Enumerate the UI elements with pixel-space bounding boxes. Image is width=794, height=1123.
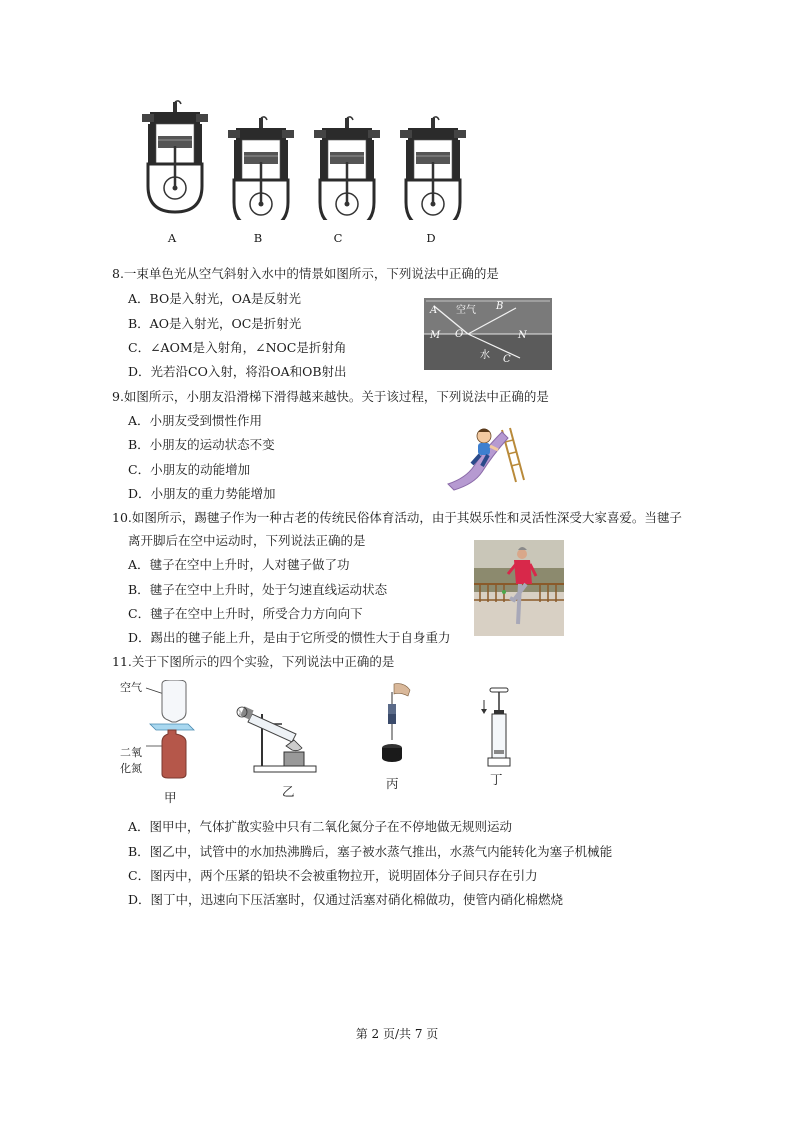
q9-option-c: C．小朋友的动能增加 (128, 462, 251, 477)
q8-option-a: A．BO是入射光，OA是反射光 (128, 291, 301, 306)
refraction-label-air: 空气 (456, 305, 476, 316)
refraction-label-n: N (518, 330, 527, 341)
q10-stem-line2: 离开脚后在空中运动时，下列说法正确的是 (128, 533, 366, 548)
engine-label-a: A (167, 231, 177, 245)
compression-tube-apparatus (480, 686, 520, 770)
slide-figure (444, 420, 528, 492)
q11-label-no2-2: 化氮 (120, 762, 142, 775)
engine-label-b: B (253, 231, 263, 245)
q8-option-c: C．∠AOM是入射角，∠NOC是折射角 (128, 340, 347, 355)
refraction-label-water: 水 (480, 350, 490, 361)
q11-label-no2-1: 二氧 (120, 746, 142, 759)
refraction-label-b: B (496, 301, 504, 312)
q10-option-b: B．毽子在空中上升时，处于匀速直线运动状态 (128, 582, 388, 597)
q11-option-a: A．图甲中，气体扩散实验中只有二氧化氮分子在不停地做无规则运动 (128, 819, 513, 834)
q10-option-c: C．毽子在空中上升时，所受合力方向向下 (128, 606, 363, 621)
lead-blocks-apparatus (370, 682, 414, 768)
q11-label-bing: 丙 (386, 776, 399, 791)
engine-d (400, 117, 466, 220)
shuttlecock-photo (474, 540, 564, 636)
page-footer: 第 2 页/共 7 页 (355, 1027, 439, 1041)
svg-text:》: 》 (238, 709, 245, 717)
q10-option-a: A．毽子在空中上升时，人对毽子做了功 (128, 557, 350, 572)
q11-label-jia: 甲 (164, 790, 177, 805)
q9-option-d: D．小朋友的重力势能增加 (128, 486, 276, 501)
engine-label-c: C (333, 231, 343, 245)
engine-b (228, 117, 294, 220)
engine-label-d: D (426, 231, 436, 245)
q11-option-d: D．图丁中，迅速向下压活塞时，仅通过活塞对硝化棉做功，使管内硝化棉燃烧 (128, 892, 564, 907)
q8-option-d: D．光若沿CO入射，将沿OA和OB射出 (128, 364, 347, 379)
refraction-label-c: C (503, 354, 511, 365)
q11-label-ding: 丁 (490, 772, 503, 787)
engine-a (142, 101, 208, 212)
q9-option-a: A．小朋友受到惯性作用 (128, 413, 263, 428)
refraction-label-o: O (455, 329, 464, 340)
q8-stem: 8.一束单色光从空气斜射入水中的情景如图所示，下列说法中正确的是 (112, 266, 499, 281)
refraction-label-a: A (430, 305, 438, 316)
engine-figure (140, 100, 480, 250)
q9-option-b: B．小朋友的运动状态不变 (128, 437, 275, 452)
q11-label-yi: 乙 (282, 784, 295, 799)
engine-c (314, 117, 380, 220)
q11-option-c: C．图丙中，两个压紧的铅块不会被重物拉开，说明固体分子间只存在引力 (128, 868, 538, 883)
q8-option-b: B．AO是入射光，OC是折射光 (128, 316, 302, 331)
q10-option-d: D．踢出的毽子能上升，是由于它所受的惯性大于自身重力 (128, 630, 451, 645)
q10-stem-line1: 10.如图所示，踢毽子作为一种古老的传统民俗体育活动，由于其娱乐性和灵活性深受大家喜爱。当毽子 (112, 510, 682, 525)
diffusion-apparatus (140, 680, 196, 780)
q11-option-b: B．图乙中，试管中的水加热沸腾后，塞子被水蒸气推出，水蒸气内能转化为塞子机械能 (128, 844, 613, 859)
engine-diagrams (140, 100, 480, 220)
q11-label-air: 空气 (120, 681, 142, 694)
test-tube-apparatus (232, 694, 318, 774)
q11-stem: 11.关于下图所示的四个实验，下列说法中正确的是 (112, 654, 395, 669)
refraction-label-m: M (430, 330, 441, 341)
q9-stem: 9.如图所示，小朋友沿滑梯下滑得越来越快。关于该过程，下列说法中正确的是 (112, 389, 549, 404)
